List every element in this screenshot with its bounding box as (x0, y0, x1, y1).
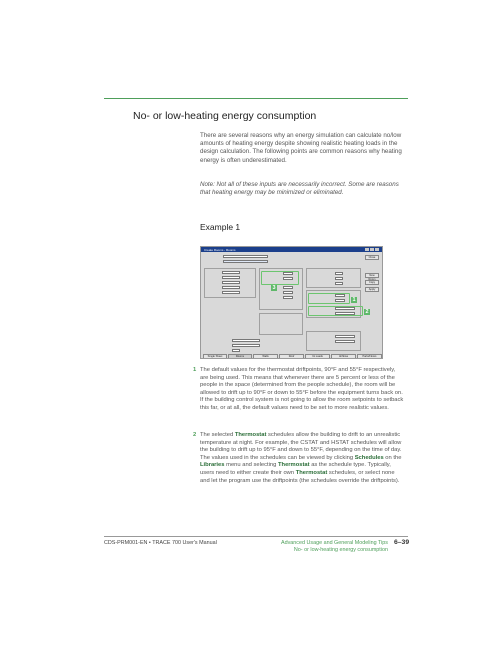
design-field (335, 277, 343, 280)
section-title: No- or low-heating energy consumption (133, 110, 317, 122)
callout-2: 2 (365, 309, 369, 315)
humidity-field (335, 335, 355, 338)
list-item (193, 432, 405, 485)
example-title: Example 1 (200, 222, 241, 232)
tab-single-sheet: Single Sheet (203, 354, 227, 359)
tab-airflows: Airflows (331, 354, 356, 359)
alternative-field (223, 255, 268, 258)
footer-section (256, 540, 388, 554)
lower-field (232, 344, 260, 347)
callout-3: 3 (272, 285, 276, 291)
size-field (283, 291, 293, 294)
intro-paragraph: There are several reasons why an energy simulation can calculate no/low amounts of heating energy despite showing realistic heating loads in the design calculation. The following points are common reasons why heating energy is often underestimated. (200, 132, 402, 164)
item-text: The selected Thermostat schedules allow the building to drift to an unrealistic temperature at night. For example, the CSTAT and HSTAT schedules will allow the building to drift up to 95°F and down to 55°F, depending on the time of day. The values used in the schedules can be viewed by clicking Schedules on the Libraries menu and selecting Thermostat as the schedule type. Typically, users need to either create their own Thermostat schedules, or select none and let the program use the driftpoints (the schedules override the driftpoints). (200, 432, 402, 484)
size-field (283, 286, 293, 289)
item-number: 2 (193, 432, 197, 438)
close-icon (375, 248, 379, 252)
dialog-title: Create Rooms - Rooms (204, 247, 236, 252)
lower-field (232, 339, 260, 342)
size-field (283, 296, 293, 299)
copy-button: Copy (365, 280, 379, 285)
tab-int-loads: Int Loads (305, 354, 330, 359)
create-rooms-screenshot (200, 246, 383, 359)
tab-roof: Roof (279, 354, 304, 359)
item-number: 1 (193, 367, 197, 373)
design-field (335, 272, 343, 275)
design-group (306, 268, 361, 288)
highlight-2 (308, 306, 363, 316)
minimize-icon (365, 248, 369, 252)
template-field (222, 286, 240, 289)
footer-topic: No- or low-heating energy consumption (293, 547, 388, 553)
highlight-1 (308, 293, 350, 304)
highlight-3 (261, 271, 299, 285)
dialog-close-button: Close (365, 255, 379, 260)
occupancy-group (259, 313, 303, 335)
maximize-icon (370, 248, 374, 252)
footer-rule (104, 536, 408, 537)
design-field (335, 282, 343, 285)
apply-button: Apply (365, 287, 379, 292)
footer-chapter: Advanced Usage and General Modeling Tips (281, 540, 388, 546)
template-field (222, 276, 240, 279)
header-rule (104, 98, 408, 99)
humidity-field (335, 340, 355, 343)
dialog-title-bar (201, 247, 382, 252)
note-paragraph: Note: Not all of these inputs are necessarily incorrect. Some are reasons that heating energy may be minimized or eliminated. (200, 181, 399, 197)
new-room-button: New (365, 273, 379, 278)
template-field (222, 291, 240, 294)
item-text: The default values for the thermostat driftpoints, 90°F and 55°F respectively, are being used. This means that whenever there are 5 percent or less of the people in the space (determined from the people schedule), the room will be allowed to drift up to 90°F or down to 55°F before the equipment turns back on. If the building control system is not going to allow the room setpoints to setback this far, or at all, the default values need to be set to more realistic values. (200, 367, 404, 411)
callout-1: 1 (352, 297, 356, 303)
tab-walls: Walls (253, 354, 278, 359)
template-field (222, 281, 240, 284)
lower-field (232, 349, 240, 352)
tab-parts-floors: Parts/Floors (357, 354, 382, 359)
footer-manual-id: CDS-PRM001-EN • TRACE 700 User's Manual (104, 540, 217, 546)
tab-rooms: Rooms (228, 354, 252, 359)
template-field (222, 271, 240, 274)
page-number: 6–39 (394, 539, 410, 546)
list-item (193, 367, 405, 413)
room-description-field (223, 260, 268, 263)
